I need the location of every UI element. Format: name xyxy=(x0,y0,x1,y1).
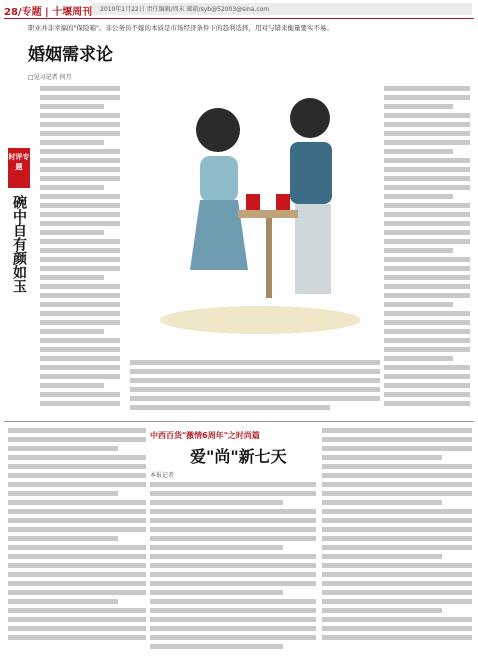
column-title: 碗中自有颜如玉 xyxy=(11,195,27,293)
text-column-right xyxy=(384,86,470,416)
article-byline: □见习记者 何月 xyxy=(28,74,72,81)
text-column-2a xyxy=(8,428,146,664)
man-torso xyxy=(290,142,332,204)
text-block-under-image xyxy=(130,360,380,416)
woman-head xyxy=(196,108,240,152)
cup-right xyxy=(276,194,290,210)
section2-headline: 爱"尚"新七天 xyxy=(190,447,287,466)
page-header xyxy=(0,0,478,20)
column-tag: 时评专题 xyxy=(8,148,30,188)
cup-left xyxy=(246,194,260,210)
section-divider xyxy=(4,421,474,422)
text-column-1 xyxy=(40,86,120,416)
woman-torso xyxy=(200,156,238,202)
text-column-2c xyxy=(322,428,472,664)
page-section-label: 28/专题 | 十堰周刊 xyxy=(4,7,93,18)
text-column-2b xyxy=(150,482,316,664)
table-top xyxy=(238,210,298,218)
couple-illustration xyxy=(140,60,380,360)
table-leg xyxy=(266,218,272,298)
man-head xyxy=(290,98,330,138)
section2-byline: 本报记者 xyxy=(150,472,175,479)
section2-kicker: 中西百货"激情6周年"之时尚篇 xyxy=(150,431,260,440)
article-headline: 婚姻需求论 xyxy=(28,45,113,65)
header-info: 2010年1月22日 责任编辑/周末 邮箱/syb@52003@sina.com xyxy=(100,6,270,13)
header-rule xyxy=(4,18,474,19)
article-tagline: 职业并非幸福的"保险箱"。非公务员不嫁的本质是市场经济条件下的趋利选择，用对与错来衡量要实不易。 xyxy=(28,24,333,32)
man-legs xyxy=(295,204,331,294)
